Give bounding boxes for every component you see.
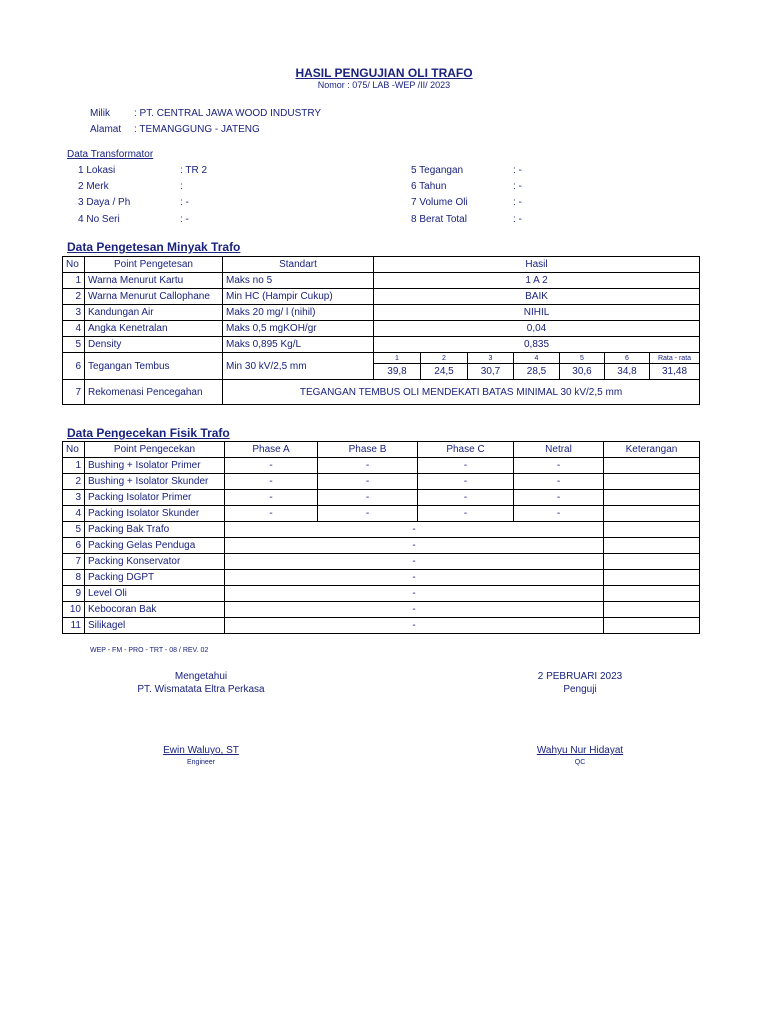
- row-number: 1: [63, 273, 85, 289]
- row-point: Tegangan Tembus: [85, 353, 223, 380]
- row-point: Packing Isolator Primer: [85, 490, 225, 506]
- cell-keterangan: [604, 554, 700, 570]
- list-item: 1 Lokasi: [78, 165, 116, 176]
- col-header-no: No: [63, 257, 85, 273]
- row-number: 9: [63, 586, 85, 602]
- cell-phase-b: -: [318, 490, 418, 506]
- table-row: [63, 602, 700, 618]
- cell-keterangan: [604, 570, 700, 586]
- table-header-row: [63, 442, 700, 458]
- row-number: 7: [63, 380, 85, 405]
- sample-label: 2: [421, 353, 468, 364]
- cell-merged-value: -: [225, 586, 604, 602]
- sample-value: 34,8: [605, 364, 650, 380]
- col-header-result: Hasil: [374, 257, 700, 273]
- table-row: [63, 273, 700, 289]
- sample-label: 3: [468, 353, 514, 364]
- row-number: 10: [63, 602, 85, 618]
- cell-phase-c: -: [418, 506, 514, 522]
- col-header-standard: Standart: [223, 257, 374, 273]
- row-standard: Maks no 5: [223, 273, 374, 289]
- col-header-phase-a: Phase A: [225, 442, 318, 458]
- row-number: 3: [63, 490, 85, 506]
- row-number: 2: [63, 289, 85, 305]
- row-point: Angka Kenetralan: [85, 321, 223, 337]
- document-title: HASIL PENGUJIAN OLI TRAFO: [295, 66, 473, 80]
- cell-merged-value: -: [225, 602, 604, 618]
- list-item: 6 Tahun: [411, 181, 447, 192]
- table-row: [63, 289, 700, 305]
- row-point: Kandungan Air: [85, 305, 223, 321]
- list-item: 4 No Seri: [78, 214, 120, 225]
- row-standard: Maks 20 mg/ l (nihil): [223, 305, 374, 321]
- cell-keterangan: [604, 618, 700, 634]
- cell-phase-a: -: [225, 458, 318, 474]
- table-row: [63, 474, 700, 490]
- col-header-point: Point Pengetesan: [85, 257, 223, 273]
- cell-netral: -: [514, 474, 604, 490]
- row-number: 6: [63, 538, 85, 554]
- cell-keterangan: [604, 458, 700, 474]
- list-item-value: : -: [513, 197, 522, 208]
- sample-value: 39,8: [374, 364, 421, 380]
- cell-keterangan: [604, 522, 700, 538]
- oil-test-heading: Data Pengetesan Minyak Trafo: [67, 240, 241, 254]
- row-point: Rekomenasi Pencegahan: [85, 380, 223, 405]
- owner-label: Milik: [90, 108, 110, 119]
- cell-phase-b: -: [318, 458, 418, 474]
- col-header-phase-c: Phase C: [418, 442, 514, 458]
- cell-netral: -: [514, 490, 604, 506]
- sample-value: 28,5: [514, 364, 560, 380]
- cell-keterangan: [604, 538, 700, 554]
- average-label: Rata - rata: [650, 353, 700, 364]
- row-number: 3: [63, 305, 85, 321]
- table-row: [63, 506, 700, 522]
- cell-phase-c: -: [418, 474, 514, 490]
- address-label: Alamat: [90, 124, 122, 135]
- row-result: 0,835: [374, 337, 700, 353]
- table-header-row: [63, 257, 700, 273]
- sample-label: 1: [374, 353, 421, 364]
- row-point: Packing Isolator Skunder: [85, 506, 225, 522]
- sample-label: 4: [514, 353, 560, 364]
- cell-keterangan: [604, 586, 700, 602]
- report-date: 2 PEBRUARI 2023: [537, 671, 623, 682]
- list-item-value: : -: [513, 165, 522, 176]
- list-item: 7 Volume Oli: [411, 197, 468, 208]
- document-number: Nomor : 075/ LAB -WEP /II/ 2023: [317, 80, 451, 90]
- cell-keterangan: [604, 490, 700, 506]
- row-number: 1: [63, 458, 85, 474]
- col-header-no: No: [63, 442, 85, 458]
- row-point: Kebocoran Bak: [85, 602, 225, 618]
- physical-check-heading: Data Pengecekan Fisik Trafo: [67, 426, 230, 440]
- row-point: Bushing + Isolator Primer: [85, 458, 225, 474]
- sample-value: 24,5: [421, 364, 468, 380]
- col-header-phase-b: Phase B: [318, 442, 418, 458]
- table-row: [63, 305, 700, 321]
- left-caption: Mengetahui: [174, 671, 228, 682]
- row-result: BAIK: [374, 289, 700, 305]
- row-point: Packing Gelas Penduga: [85, 538, 225, 554]
- list-item-value: : -: [513, 181, 522, 192]
- cell-keterangan: [604, 474, 700, 490]
- col-header-netral: Netral: [514, 442, 604, 458]
- table-row: [63, 538, 700, 554]
- col-header-keterangan: Keterangan: [604, 442, 700, 458]
- right-caption: Penguji: [563, 684, 597, 695]
- left-signatory-name: Ewin Waluyo, ST: [163, 745, 239, 756]
- address-value: : TEMANGGUNG - JATENG: [134, 124, 260, 135]
- table-row: [63, 458, 700, 474]
- list-item-value: : -: [513, 214, 522, 225]
- cell-merged-value: -: [225, 538, 604, 554]
- breakdown-label-row: [63, 353, 700, 364]
- cell-keterangan: [604, 602, 700, 618]
- row-number: 8: [63, 570, 85, 586]
- sample-value: 30,7: [468, 364, 514, 380]
- table-row: [63, 570, 700, 586]
- row-point: Packing Konservator: [85, 554, 225, 570]
- cell-netral: -: [514, 506, 604, 522]
- cell-phase-b: -: [318, 474, 418, 490]
- col-header-point: Point Pengecekan: [85, 442, 225, 458]
- row-point: Level Oli: [85, 586, 225, 602]
- row-point: Bushing + Isolator Skunder: [85, 474, 225, 490]
- table-row: [63, 554, 700, 570]
- row-standard: Maks 0,895 Kg/L: [223, 337, 374, 353]
- row-number: 4: [63, 321, 85, 337]
- recommendation-row: [63, 380, 700, 405]
- cell-merged-value: -: [225, 522, 604, 538]
- cell-phase-a: -: [225, 506, 318, 522]
- recommendation-text: TEGANGAN TEMBUS OLI MENDEKATI BATAS MINIMAL 30 kV/2,5 mm: [223, 380, 700, 405]
- row-point: Warna Menurut Kartu: [85, 273, 223, 289]
- table-row: [63, 337, 700, 353]
- left-organization: PT. Wismatata Eltra Perkasa: [137, 684, 265, 695]
- cell-merged-value: -: [225, 554, 604, 570]
- list-item: 2 Merk: [78, 181, 109, 192]
- row-number: 11: [63, 618, 85, 634]
- right-signatory-role: QC: [574, 759, 586, 766]
- cell-merged-value: -: [225, 618, 604, 634]
- cell-merged-value: -: [225, 570, 604, 586]
- oil-test-table: [62, 256, 700, 405]
- cell-phase-a: -: [225, 490, 318, 506]
- cell-phase-c: -: [418, 490, 514, 506]
- row-point: Silikagel: [85, 618, 225, 634]
- list-item: 8 Berat Total: [411, 214, 467, 225]
- table-row: [63, 321, 700, 337]
- table-row: [63, 586, 700, 602]
- list-item-value: : -: [180, 214, 189, 225]
- sample-value: 30,6: [560, 364, 605, 380]
- average-value: 31,48: [650, 364, 700, 380]
- row-result: 1 A 2: [374, 273, 700, 289]
- transformer-heading: Data Transformator: [67, 149, 154, 160]
- cell-netral: -: [514, 458, 604, 474]
- table-row: [63, 618, 700, 634]
- list-item-value: : TR 2: [180, 165, 208, 176]
- sample-label: 5: [560, 353, 605, 364]
- row-point: Warna Menurut Callophane: [85, 289, 223, 305]
- list-item-value: :: [180, 181, 183, 192]
- row-standard: Min 30 kV/2,5 mm: [223, 353, 374, 380]
- table-row: [63, 490, 700, 506]
- row-standard: Min HC (Hampir Cukup): [223, 289, 374, 305]
- list-item: 3 Daya / Ph: [78, 197, 131, 208]
- list-item-value: : -: [180, 197, 189, 208]
- cell-keterangan: [604, 506, 700, 522]
- sample-label: 6: [605, 353, 650, 364]
- row-number: 7: [63, 554, 85, 570]
- physical-check-table: [62, 441, 700, 634]
- row-number: 4: [63, 506, 85, 522]
- list-item: 5 Tegangan: [411, 165, 464, 176]
- row-number: 5: [63, 337, 85, 353]
- cell-phase-b: -: [318, 506, 418, 522]
- row-point: Density: [85, 337, 223, 353]
- left-signatory-role: Engineer: [186, 759, 216, 766]
- row-number: 2: [63, 474, 85, 490]
- row-number: 5: [63, 522, 85, 538]
- cell-phase-c: -: [418, 458, 514, 474]
- table-row: [63, 522, 700, 538]
- cell-phase-a: -: [225, 474, 318, 490]
- row-point: Packing Bak Trafo: [85, 522, 225, 538]
- row-standard: Maks 0,5 mgKOH/gr: [223, 321, 374, 337]
- right-signatory-name: Wahyu Nur Hidayat: [536, 745, 624, 756]
- row-result: NIHIL: [374, 305, 700, 321]
- row-number: 6: [63, 353, 85, 380]
- form-code: WEP - FM - PRO - TRT - 08 / REV. 02: [90, 647, 209, 654]
- owner-value: : PT. CENTRAL JAWA WOOD INDUSTRY: [134, 108, 322, 119]
- row-point: Packing DGPT: [85, 570, 225, 586]
- row-result: 0,04: [374, 321, 700, 337]
